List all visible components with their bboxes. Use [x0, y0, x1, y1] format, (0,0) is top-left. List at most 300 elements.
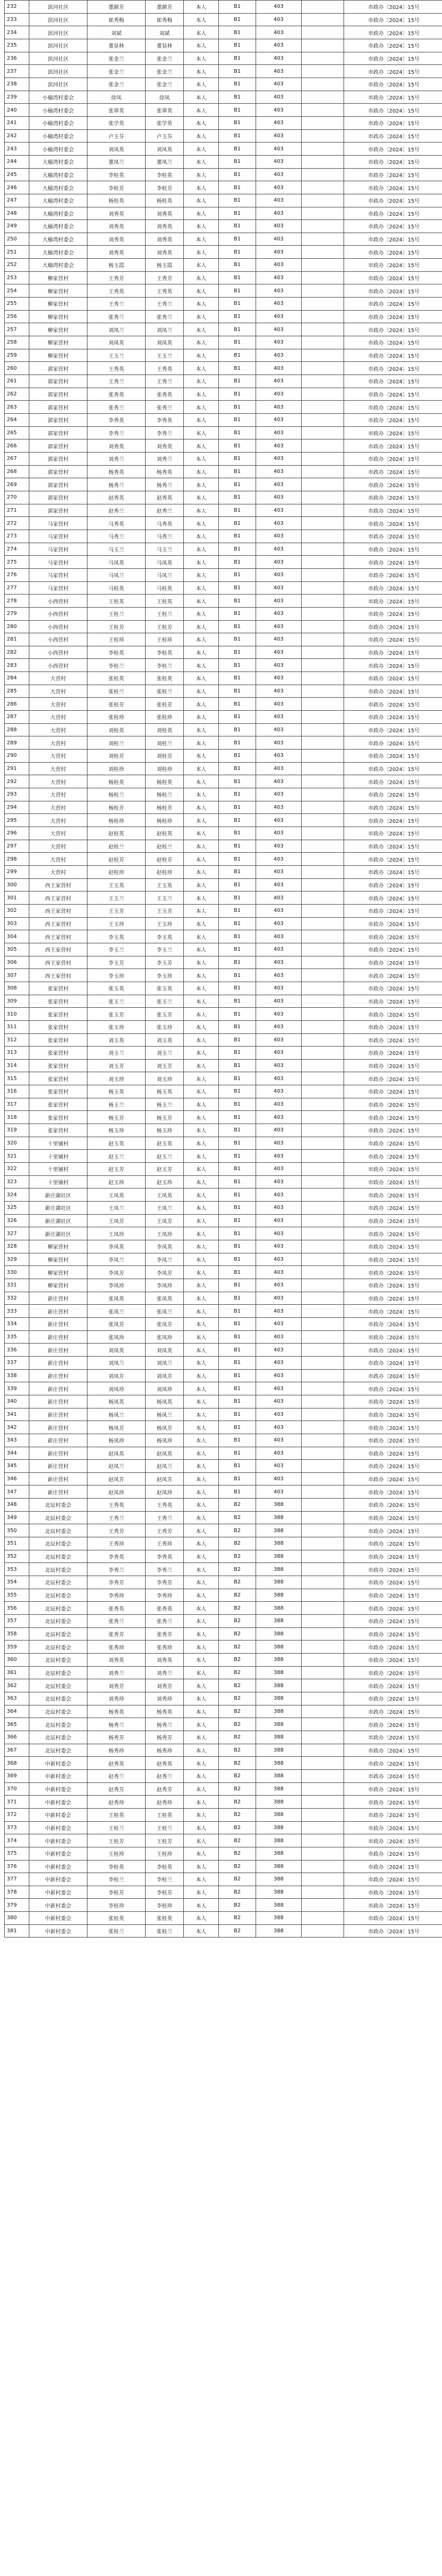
member-name-cell: 王玉芳 [146, 904, 184, 917]
document-ref-cell: 市政办〔2024〕15号 [344, 39, 442, 52]
row-number: 360 [5, 1654, 29, 1667]
relation-cell: 本人 [184, 1202, 219, 1215]
member-name-cell: 杨玉芳 [146, 1111, 184, 1124]
note-cell [302, 1537, 344, 1550]
category-cell: B2 [219, 1782, 256, 1796]
table-row [5, 1860, 442, 1873]
applicant-name-cell: 杨秀兰 [87, 1718, 146, 1731]
applicant-name-cell: 张秀芳 [87, 1627, 146, 1641]
row-number: 285 [5, 685, 29, 698]
applicant-name-cell: 刘玉兰 [87, 1047, 146, 1060]
village-cell: 北辰村委会 [29, 1705, 87, 1718]
note-cell [302, 259, 344, 272]
applicant-name-cell: 张金兰 [87, 78, 146, 91]
amount-cell: 403 [256, 104, 302, 117]
note-cell [302, 1563, 344, 1576]
amount-cell: 403 [256, 1472, 302, 1485]
relation-cell: 本人 [184, 1769, 219, 1782]
village-cell: 北辰村委会 [29, 1744, 87, 1757]
row-number: 274 [5, 543, 29, 556]
applicant-name-cell: 刘秀英 [87, 246, 146, 259]
amount-cell: 388 [256, 1705, 302, 1718]
category-cell: B2 [219, 1757, 256, 1770]
relation-cell: 本人 [184, 1395, 219, 1408]
table-row [5, 1899, 442, 1912]
note-cell [302, 840, 344, 853]
relation-cell: 本人 [184, 827, 219, 840]
category-cell: B1 [219, 556, 256, 569]
row-number: 262 [5, 388, 29, 401]
amount-cell: 403 [256, 478, 302, 491]
applicant-name-cell: 刘秀兰 [87, 452, 146, 465]
applicant-name-cell: 刘秀英 [87, 207, 146, 220]
relation-cell: 本人 [184, 840, 219, 853]
member-name-cell: 赵玉珍 [146, 1175, 184, 1188]
relation-cell: 本人 [184, 1098, 219, 1111]
document-ref-cell: 市政办〔2024〕15号 [344, 1641, 442, 1654]
member-name-cell: 李桂兰 [146, 659, 184, 672]
amount-cell: 403 [256, 1369, 302, 1382]
category-cell: B1 [219, 414, 256, 427]
relation-cell: 本人 [184, 1472, 219, 1485]
category-cell: B2 [219, 1834, 256, 1847]
document-ref-cell: 市政办〔2024〕15号 [344, 1499, 442, 1512]
member-name-cell: 李桂芳 [146, 181, 184, 194]
member-name-cell: 刘秀英 [146, 1654, 184, 1667]
relation-cell: 本人 [184, 1292, 219, 1305]
row-number: 266 [5, 439, 29, 453]
document-ref-cell: 市政办〔2024〕15号 [344, 956, 442, 969]
note-cell [302, 982, 344, 995]
row-number: 253 [5, 271, 29, 284]
category-cell: B1 [219, 1421, 256, 1434]
relation-cell: 本人 [184, 65, 219, 78]
relation-cell: 本人 [184, 1602, 219, 1615]
relation-cell: 本人 [184, 91, 219, 104]
applicant-name-cell: 王秀芳 [87, 1524, 146, 1537]
member-name-cell: 李玉兰 [146, 943, 184, 956]
row-number: 249 [5, 220, 29, 233]
note-cell [302, 750, 344, 763]
note-cell [302, 775, 344, 788]
document-ref-cell: 市政办〔2024〕15号 [344, 568, 442, 581]
amount-cell: 403 [256, 465, 302, 478]
relation-cell: 本人 [184, 853, 219, 866]
relation-cell: 本人 [184, 581, 219, 595]
applicant-name-cell: 杨秀英 [87, 1705, 146, 1718]
category-cell: B2 [219, 1692, 256, 1705]
relation-cell: 本人 [184, 1899, 219, 1912]
relation-cell: 本人 [184, 1511, 219, 1524]
category-cell: B1 [219, 233, 256, 246]
document-ref-cell: 市政办〔2024〕15号 [344, 375, 442, 388]
member-name-cell: 王秀兰 [146, 298, 184, 311]
applicant-name-cell: 王桂兰 [87, 607, 146, 620]
row-number: 263 [5, 401, 29, 414]
note-cell [302, 129, 344, 142]
member-name-cell: 杨秀兰 [146, 478, 184, 491]
amount-cell: 403 [256, 1163, 302, 1176]
document-ref-cell: 市政办〔2024〕15号 [344, 943, 442, 956]
row-number: 233 [5, 13, 29, 26]
amount-cell: 388 [256, 1576, 302, 1589]
member-name-cell: 王秀英 [146, 284, 184, 298]
amount-cell: 403 [256, 504, 302, 517]
row-number: 374 [5, 1834, 29, 1847]
note-cell [302, 814, 344, 827]
amount-cell: 403 [256, 1008, 302, 1021]
relation-cell: 本人 [184, 750, 219, 763]
note-cell [302, 491, 344, 504]
row-number: 350 [5, 1524, 29, 1537]
table-row [5, 878, 442, 891]
document-ref-cell: 市政办〔2024〕15号 [344, 142, 442, 156]
village-cell: 中新村委会 [29, 1899, 87, 1912]
note-cell [302, 1202, 344, 1215]
relation-cell: 本人 [184, 52, 219, 65]
member-name-cell: 张翠英 [146, 104, 184, 117]
amount-cell: 403 [256, 1408, 302, 1421]
applicant-name-cell: 刘凤英 [87, 336, 146, 349]
row-number: 352 [5, 1550, 29, 1563]
category-cell: B1 [219, 362, 256, 375]
category-cell: B1 [219, 891, 256, 905]
document-ref-cell: 市政办〔2024〕15号 [344, 1163, 442, 1176]
member-name-cell: 杨桂芳 [146, 801, 184, 814]
amount-cell: 403 [256, 568, 302, 581]
category-cell: B1 [219, 543, 256, 556]
village-cell: 新庄营村 [29, 1434, 87, 1447]
category-cell: B1 [219, 194, 256, 207]
table-row [5, 116, 442, 129]
applicant-name-cell: 王桂英 [87, 595, 146, 608]
relation-cell: 本人 [184, 1227, 219, 1240]
table-row [5, 762, 442, 775]
table-row [5, 1847, 442, 1860]
applicant-name-cell: 王秀兰 [87, 298, 146, 311]
member-name-cell: 刘秀芳 [146, 1679, 184, 1692]
village-cell: 柳家营村 [29, 1266, 87, 1279]
member-name-cell: 王秀兰 [146, 375, 184, 388]
document-ref-cell: 市政办〔2024〕15号 [344, 246, 442, 259]
amount-cell: 388 [256, 1537, 302, 1550]
table-row [5, 1020, 442, 1033]
applicant-name-cell: 李秀兰 [87, 426, 146, 439]
village-cell: 中新村委会 [29, 1769, 87, 1782]
category-cell: B1 [219, 1227, 256, 1240]
amount-cell: 388 [256, 1847, 302, 1860]
village-cell: 郭家营村 [29, 401, 87, 414]
amount-cell: 403 [256, 1098, 302, 1111]
member-name-cell: 马凤兰 [146, 568, 184, 581]
applicant-name-cell: 刘秀兰 [87, 1666, 146, 1679]
applicant-name-cell: 杨凤兰 [87, 1408, 146, 1421]
document-ref-cell: 市政办〔2024〕15号 [344, 530, 442, 543]
applicant-name-cell: 刘秀英 [87, 1654, 146, 1667]
member-name-cell: 杨凤珍 [146, 1434, 184, 1447]
table-row [5, 891, 442, 905]
note-cell [302, 1279, 344, 1292]
amount-cell: 403 [256, 1421, 302, 1434]
amount-cell: 388 [256, 1860, 302, 1873]
amount-cell: 388 [256, 1615, 302, 1628]
member-name-cell: 王玉珍 [146, 917, 184, 930]
note-cell [302, 646, 344, 659]
relation-cell: 本人 [184, 1382, 219, 1395]
table-row [5, 1047, 442, 1060]
member-name-cell: 杨桂英 [146, 775, 184, 788]
row-number: 339 [5, 1382, 29, 1395]
relation-cell: 本人 [184, 1111, 219, 1124]
table-row [5, 1317, 442, 1330]
relation-cell: 本人 [184, 155, 219, 168]
amount-cell: 403 [256, 1266, 302, 1279]
applicant-name-cell: 刘凤芳 [87, 1369, 146, 1382]
category-cell: B1 [219, 1072, 256, 1085]
table-row [5, 530, 442, 543]
member-name-cell: 张秀兰 [146, 310, 184, 323]
amount-cell: 403 [256, 1047, 302, 1060]
category-cell: B1 [219, 943, 256, 956]
relation-cell: 本人 [184, 142, 219, 156]
document-ref-cell: 市政办〔2024〕15号 [344, 672, 442, 685]
applicant-name-cell: 李凤珍 [87, 1279, 146, 1292]
category-cell: B1 [219, 530, 256, 543]
relation-cell: 本人 [184, 1163, 219, 1176]
note-cell [302, 388, 344, 401]
row-number: 293 [5, 788, 29, 801]
amount-cell: 403 [256, 543, 302, 556]
village-cell: 西王家营村 [29, 930, 87, 943]
row-number: 341 [5, 1408, 29, 1421]
row-number: 239 [5, 91, 29, 104]
applicant-name-cell: 杨秀兰 [87, 478, 146, 491]
category-cell: B2 [219, 1886, 256, 1899]
row-number: 240 [5, 104, 29, 117]
applicant-name-cell: 刘凤英 [87, 142, 146, 156]
row-number: 268 [5, 465, 29, 478]
applicant-name-cell: 李桂兰 [87, 1873, 146, 1886]
relation-cell: 本人 [184, 1485, 219, 1499]
row-number: 258 [5, 336, 29, 349]
category-cell: B1 [219, 1202, 256, 1215]
applicant-name-cell: 杨秀英 [87, 465, 146, 478]
village-cell: 大营村 [29, 865, 87, 878]
category-cell: B1 [219, 1059, 256, 1072]
village-cell: 西王家营村 [29, 943, 87, 956]
member-name-cell: 李桂兰 [146, 1873, 184, 1886]
amount-cell: 403 [256, 1202, 302, 1215]
relation-cell: 本人 [184, 1821, 219, 1834]
table-row [5, 1150, 442, 1163]
village-cell: 中新村委会 [29, 1924, 87, 1937]
table-row [5, 1098, 442, 1111]
amount-cell: 403 [256, 1279, 302, 1292]
category-cell: B1 [219, 375, 256, 388]
village-cell: 郭家营村 [29, 465, 87, 478]
relation-cell: 本人 [184, 1744, 219, 1757]
village-cell: 柳家营村 [29, 1279, 87, 1292]
amount-cell: 403 [256, 1434, 302, 1447]
village-cell: 滨河社区 [29, 39, 87, 52]
amount-cell: 403 [256, 672, 302, 685]
relation-cell: 本人 [184, 1666, 219, 1679]
row-number: 364 [5, 1705, 29, 1718]
document-ref-cell: 市政办〔2024〕15号 [344, 1408, 442, 1421]
amount-cell: 388 [256, 1873, 302, 1886]
relation-cell: 本人 [184, 104, 219, 117]
applicant-name-cell: 张秀兰 [87, 310, 146, 323]
row-number: 257 [5, 323, 29, 336]
category-cell: B1 [219, 672, 256, 685]
document-ref-cell: 市政办〔2024〕15号 [344, 220, 442, 233]
note-cell [302, 827, 344, 840]
applicant-name-cell: 李桂英 [87, 646, 146, 659]
relation-cell: 本人 [184, 762, 219, 775]
table-row [5, 711, 442, 724]
applicant-name-cell: 张玉兰 [87, 995, 146, 1008]
amount-cell: 403 [256, 620, 302, 633]
amount-cell: 403 [256, 1305, 302, 1318]
note-cell [302, 853, 344, 866]
village-cell: 新庄营村 [29, 1408, 87, 1421]
relation-cell: 本人 [184, 1460, 219, 1473]
table-row [5, 401, 442, 414]
document-ref-cell: 市政办〔2024〕15号 [344, 646, 442, 659]
document-ref-cell: 市政办〔2024〕15号 [344, 259, 442, 272]
note-cell [302, 194, 344, 207]
document-ref-cell: 市政办〔2024〕15号 [344, 1421, 442, 1434]
applicant-name-cell: 赵秀英 [87, 491, 146, 504]
table-row [5, 723, 442, 736]
applicant-name-cell: 杨桂珍 [87, 814, 146, 827]
applicant-name-cell: 李玉兰 [87, 943, 146, 956]
row-number: 298 [5, 853, 29, 866]
note-cell [302, 1460, 344, 1473]
category-cell: B1 [219, 581, 256, 595]
note-cell [302, 620, 344, 633]
document-ref-cell: 市政办〔2024〕15号 [344, 1111, 442, 1124]
amount-cell: 403 [256, 1085, 302, 1098]
table-row [5, 1292, 442, 1305]
amount-cell: 403 [256, 1137, 302, 1150]
village-cell: 郭家营村 [29, 452, 87, 465]
relation-cell: 本人 [184, 607, 219, 620]
amount-cell: 388 [256, 1796, 302, 1809]
village-cell: 十里铺村 [29, 1137, 87, 1150]
member-name-cell: 张玉芳 [146, 1008, 184, 1021]
member-name-cell: 杨凤英 [146, 1395, 184, 1408]
category-cell: B1 [219, 969, 256, 982]
applicant-name-cell: 王秀英 [87, 1499, 146, 1512]
category-cell: B1 [219, 1111, 256, 1124]
note-cell [302, 1188, 344, 1202]
document-ref-cell: 市政办〔2024〕15号 [344, 1615, 442, 1628]
category-cell: B1 [219, 878, 256, 891]
row-number: 330 [5, 1266, 29, 1279]
category-cell: B1 [219, 1033, 256, 1047]
table-row [5, 646, 442, 659]
row-number: 300 [5, 878, 29, 891]
table-row [5, 1111, 442, 1124]
document-ref-cell: 市政办〔2024〕15号 [344, 1705, 442, 1718]
note-cell [302, 1266, 344, 1279]
member-name-cell: 赵玉芳 [146, 1163, 184, 1176]
member-name-cell: 李凤兰 [146, 1253, 184, 1266]
category-cell: B1 [219, 465, 256, 478]
note-cell [302, 930, 344, 943]
document-ref-cell: 市政办〔2024〕15号 [344, 723, 442, 736]
amount-cell: 403 [256, 1188, 302, 1202]
relation-cell: 本人 [184, 1124, 219, 1137]
village-cell: 柳家营村 [29, 310, 87, 323]
applicant-name-cell: 李秀英 [87, 414, 146, 427]
row-number: 345 [5, 1460, 29, 1473]
row-number: 315 [5, 1072, 29, 1085]
table-row [5, 775, 442, 788]
applicant-name-cell: 刘凤英 [87, 1344, 146, 1357]
amount-cell: 403 [256, 207, 302, 220]
applicant-name-cell: 张桂珍 [87, 711, 146, 724]
document-ref-cell: 市政办〔2024〕15号 [344, 1718, 442, 1731]
amount-cell: 403 [256, 1317, 302, 1330]
note-cell [302, 104, 344, 117]
category-cell: B2 [219, 1524, 256, 1537]
table-row [5, 52, 442, 65]
amount-cell: 388 [256, 1834, 302, 1847]
applicant-name-cell: 王秀英 [87, 284, 146, 298]
table-row [5, 1421, 442, 1434]
category-cell: B1 [219, 323, 256, 336]
note-cell [302, 1317, 344, 1330]
document-ref-cell: 市政办〔2024〕15号 [344, 465, 442, 478]
relation-cell: 本人 [184, 1253, 219, 1266]
document-ref-cell: 市政办〔2024〕15号 [344, 659, 442, 672]
member-name-cell: 李秀珍 [146, 1589, 184, 1602]
amount-cell: 403 [256, 685, 302, 698]
relation-cell: 本人 [184, 26, 219, 39]
document-ref-cell: 市政办〔2024〕15号 [344, 1563, 442, 1576]
applicant-name-cell: 马凤英 [87, 556, 146, 569]
table-row [5, 1782, 442, 1796]
village-cell: 北辰村委会 [29, 1589, 87, 1602]
table-row [5, 26, 442, 39]
applicant-name-cell: 杨桂兰 [87, 788, 146, 801]
table-row [5, 155, 442, 168]
amount-cell: 403 [256, 26, 302, 39]
row-number: 290 [5, 750, 29, 763]
row-number: 260 [5, 362, 29, 375]
applicant-name-cell: 杨凤芳 [87, 1421, 146, 1434]
applicant-name-cell: 张玉珍 [87, 1020, 146, 1033]
applicant-name-cell: 王秀英 [87, 362, 146, 375]
member-name-cell: 张秀兰 [146, 1615, 184, 1628]
row-number: 241 [5, 116, 29, 129]
relation-cell: 本人 [184, 917, 219, 930]
row-number: 265 [5, 426, 29, 439]
category-cell: B1 [219, 814, 256, 827]
category-cell: B1 [219, 246, 256, 259]
applicant-name-cell: 王玉兰 [87, 349, 146, 362]
category-cell: B2 [219, 1744, 256, 1757]
document-ref-cell: 市政办〔2024〕15号 [344, 1744, 442, 1757]
note-cell [302, 1344, 344, 1357]
category-cell: B1 [219, 1163, 256, 1176]
applicant-name-cell: 李凤芳 [87, 1266, 146, 1279]
table-row [5, 1705, 442, 1718]
row-number: 358 [5, 1627, 29, 1641]
document-ref-cell: 市政办〔2024〕15号 [344, 556, 442, 569]
